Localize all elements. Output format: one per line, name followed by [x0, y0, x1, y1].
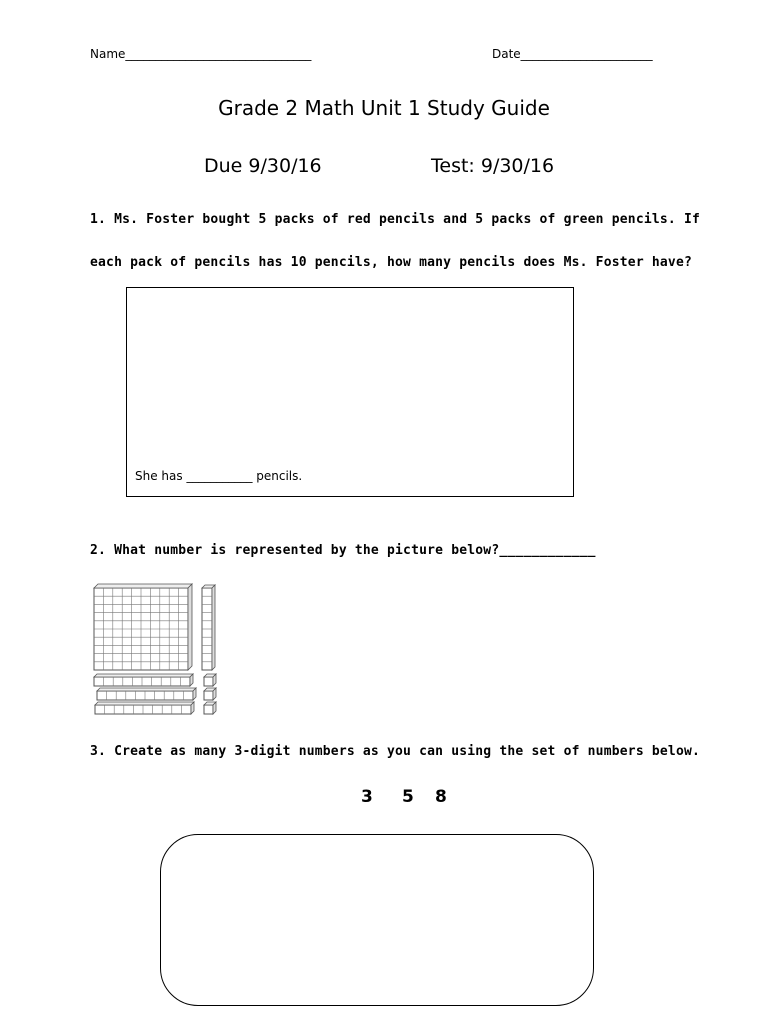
- question-2-text: 2. What number is represented by the picture below?____________: [90, 543, 596, 558]
- digit-1: 3: [361, 787, 373, 807]
- question-3-answer-box[interactable]: [160, 834, 594, 1006]
- question-3-text: 3. Create as many 3-digit numbers as you can using the set of numbers below.: [90, 744, 701, 759]
- date-field-label: Date______________________: [492, 47, 653, 61]
- question-1-work-box[interactable]: [126, 287, 574, 497]
- test-date: Test: 9/30/16: [431, 155, 555, 177]
- hundreds-flat: [94, 584, 192, 670]
- unit-cubes: [204, 674, 216, 714]
- ten-rods-horizontal: [94, 674, 196, 714]
- question-1-answer-line: She has ___________ pencils.: [135, 469, 303, 483]
- digit-3: 8: [435, 787, 447, 807]
- page-title: Grade 2 Math Unit 1 Study Guide: [218, 96, 550, 120]
- due-date: Due 9/30/16: [204, 155, 322, 177]
- question-1-line-1: 1. Ms. Foster bought 5 packs of red pencils and 5 packs of green pencils. If: [90, 212, 701, 227]
- question-1-line-2: each pack of pencils has 10 pencils, how many pencils does Ms. Foster have?: [90, 255, 692, 270]
- ten-rod-vertical: [202, 585, 215, 670]
- digit-2: 5: [402, 787, 414, 807]
- name-field-label: Name_______________________________: [90, 47, 312, 61]
- base-ten-blocks-picture: [90, 583, 230, 723]
